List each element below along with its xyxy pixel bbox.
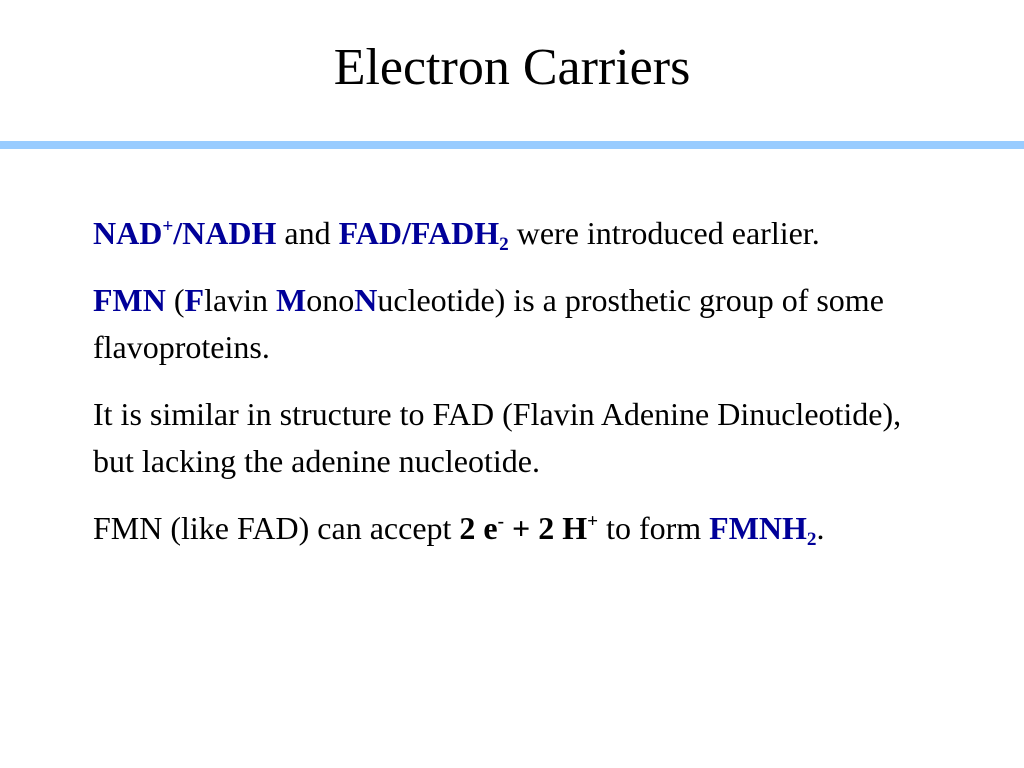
letter-f: F <box>184 282 205 318</box>
electron-superscript: - <box>497 511 504 533</box>
text-period: . <box>816 510 825 546</box>
term-fmn: FMN <box>93 282 166 318</box>
text-prosthetic: ucleotide) is a prosthetic group of some flavoproteins. <box>93 282 884 365</box>
text-paren-open: ( <box>165 282 185 318</box>
paragraph-fmn <box>93 277 913 371</box>
slide-title: Electron Carriers <box>333 39 691 96</box>
text-to-form: to form <box>598 510 710 546</box>
term-2h: + 2 H <box>504 510 588 546</box>
title-divider <box>0 141 1024 149</box>
text-and: and <box>276 215 339 251</box>
slide-body <box>93 210 913 572</box>
term-nad: NAD <box>93 215 163 251</box>
text-fmn-like-fad: FMN (like FAD) can accept <box>93 510 460 546</box>
text-introduced: were introduced earlier. <box>508 215 820 251</box>
text-ono: ono <box>306 282 355 318</box>
letter-n: N <box>354 282 378 318</box>
term-2e: 2 e <box>459 510 498 546</box>
term-fad-fadh: FAD/FADH <box>338 215 500 251</box>
fmnh-subscript: 2 <box>806 528 817 550</box>
fadh-subscript: 2 <box>499 233 509 255</box>
paragraph-nad-fad <box>93 210 913 257</box>
term-fmnh: FMNH <box>709 510 807 546</box>
term-nadh: /NADH <box>173 215 277 251</box>
proton-superscript: + <box>587 511 599 533</box>
nad-superscript: + <box>162 216 174 238</box>
paragraph-accept <box>93 505 913 552</box>
letter-m: M <box>276 282 307 318</box>
text-lavin: lavin <box>204 282 277 318</box>
paragraph-similar: It is similar in structure to FAD (Flavin Adenine Dinucleotide), but lacking the adenine nucleotide. <box>93 396 902 479</box>
